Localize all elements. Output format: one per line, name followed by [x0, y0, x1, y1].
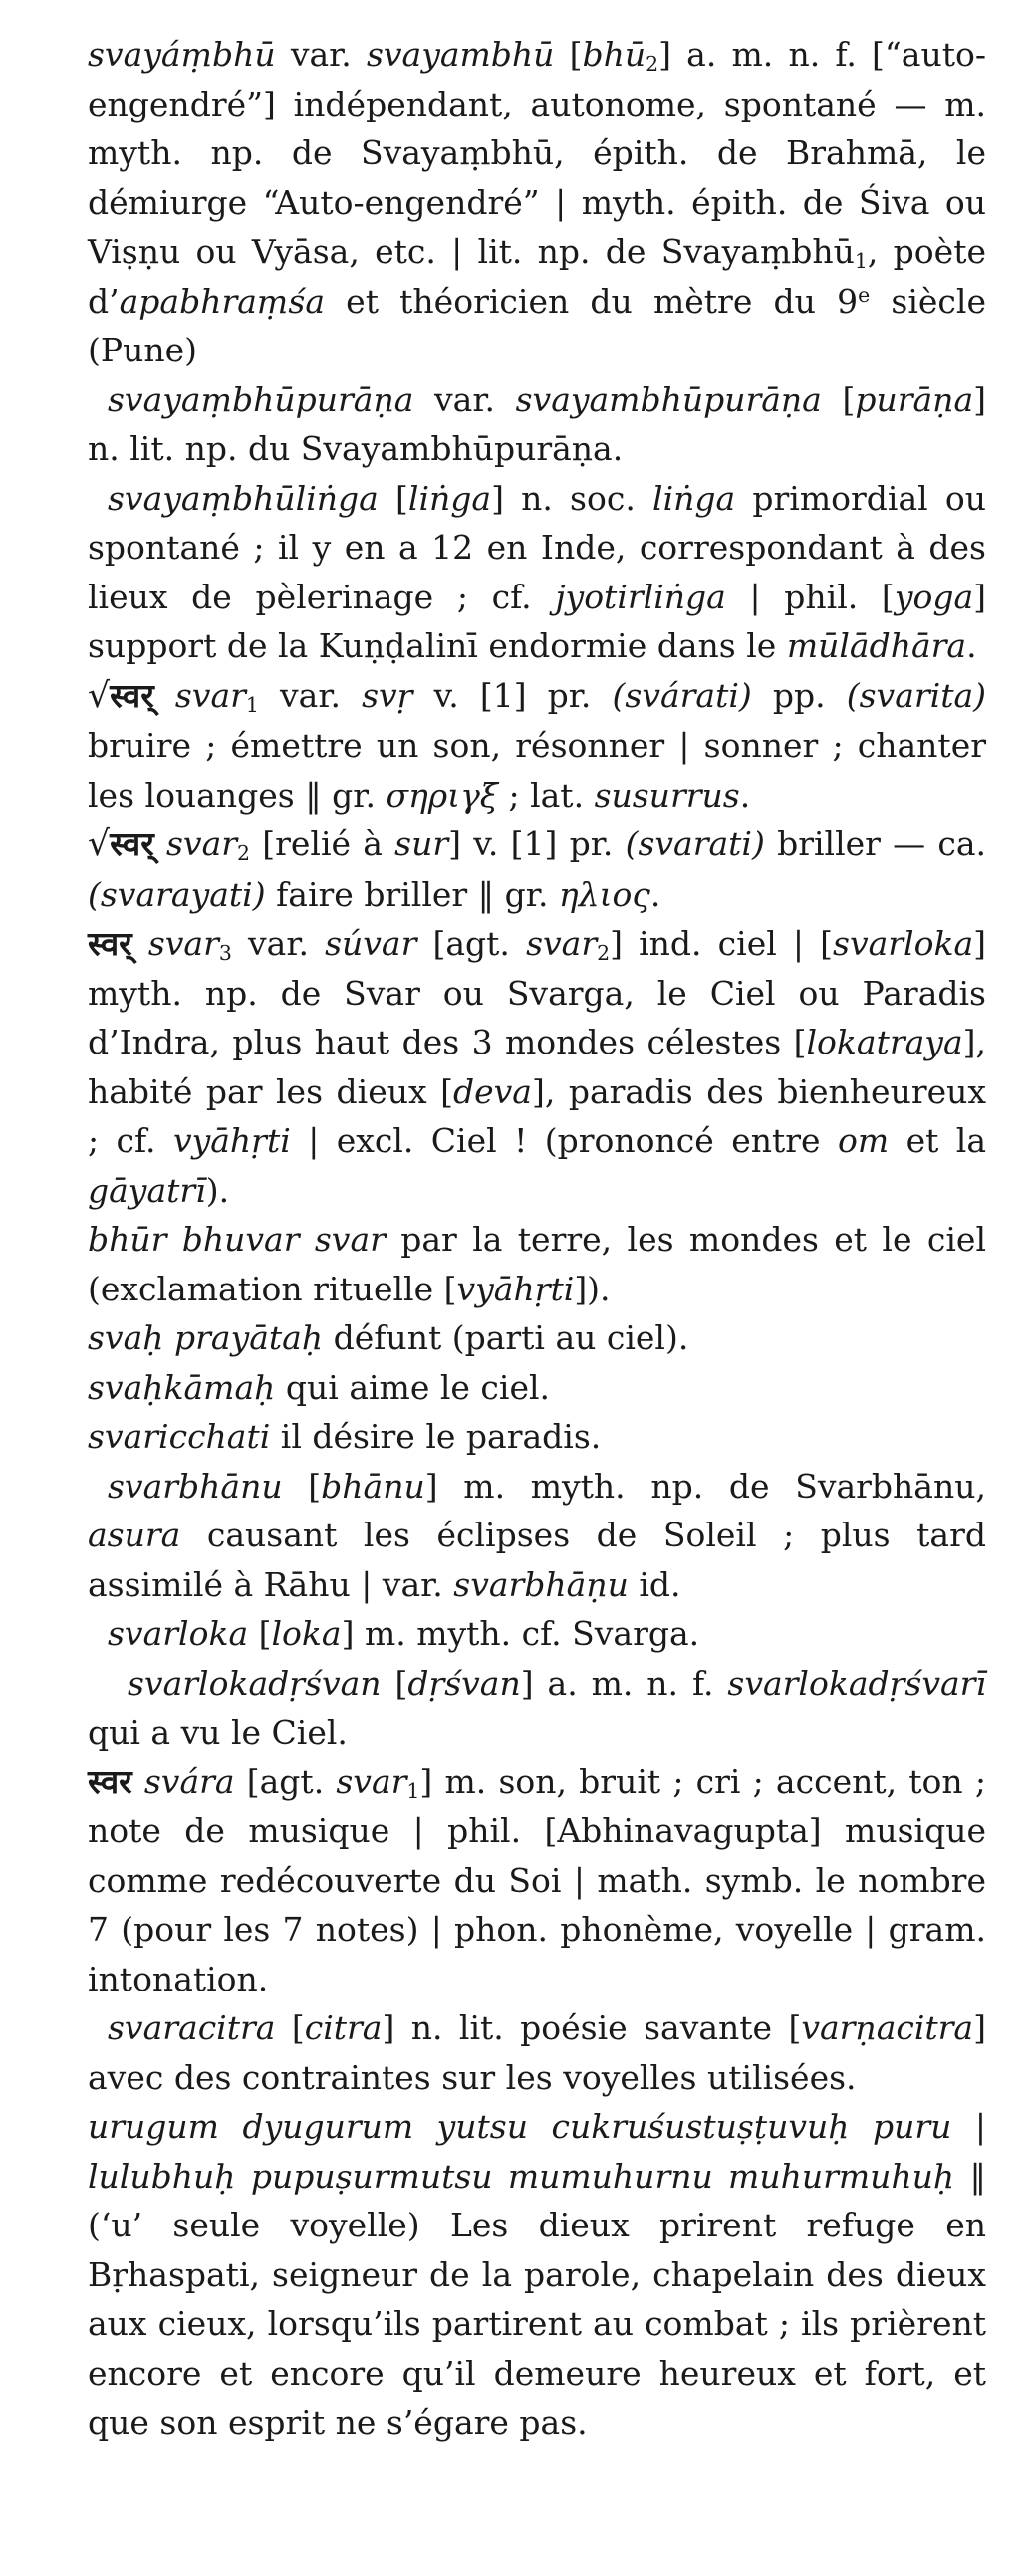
entry-text: ] a. m. n. f.: [520, 1663, 728, 1703]
entry-text: [: [378, 478, 408, 518]
homonym-index: 1: [245, 692, 259, 717]
devanagari-headword: स्वर्: [110, 675, 154, 715]
entry-text: [: [248, 1614, 272, 1653]
italic-term: apabhraṃśa: [119, 281, 325, 321]
italic-term: svára: [143, 1761, 235, 1801]
entry-text: [132, 1762, 144, 1801]
entry-text: et théoricien du mètre du 9: [325, 281, 859, 321]
entry-text: .: [739, 775, 751, 815]
entry-text: id.: [628, 1564, 681, 1604]
italic-term: liṅga: [652, 478, 736, 518]
entry-text: , poète d’: [88, 232, 986, 321]
entry-text: | phil. [: [725, 577, 895, 616]
homonym-index: 1: [406, 1778, 420, 1803]
entry-text: il désire le paradis.: [270, 1417, 602, 1456]
example-sentence: [88, 1412, 986, 1462]
italic-term: varṇacitra: [801, 2008, 974, 2047]
entry-text: qui aime le ciel.: [275, 1367, 551, 1407]
devanagari-headword: स्वर्: [88, 924, 132, 963]
italic-term: svaracitra: [108, 2008, 276, 2047]
italic-term: svar: [165, 824, 238, 863]
entry-text: faire briller ‖ gr.: [265, 874, 559, 914]
dictionary-entry: [88, 1659, 986, 1757]
devanagari-headword: स्वर: [88, 1761, 132, 1801]
italic-term: svṛ: [362, 675, 413, 715]
italic-term: svaricchati: [88, 1417, 271, 1456]
entry-text: ] n. lit. poésie savante [: [382, 2008, 802, 2047]
entry-text: causant les éclipses de Soleil ; plus tard assimilé à Rāhu | var.: [88, 1516, 986, 1604]
entry-text: ], habité par les dieux [: [88, 1023, 986, 1111]
italic-term: citra: [304, 2008, 383, 2047]
entry-text: var.: [258, 675, 363, 715]
italic-term: deva: [452, 1071, 532, 1111]
entry-text: ] myth. np. de Svar ou Svarga, le Ciel ou Paradis d’Indra, plus haut des 3 mondes célestes [: [88, 924, 987, 1061]
entry-text: défunt (parti au ciel).: [323, 1318, 689, 1357]
italic-term: súvar: [325, 924, 417, 963]
italic-term: σηριγξ: [386, 775, 498, 815]
italic-term: urugum dyugurum yutsu cukruśustuṣṭuvuḥ puru | lulubhuḥ pupuṣurmutsu mumuhurnu muhurmuhuḥ: [88, 2107, 986, 2196]
entry-text: v. [1] pr.: [412, 675, 613, 715]
entry-text: bruire ; émettre un son, résonner | sonner ; chanter les louanges ‖ gr.: [88, 726, 986, 815]
entry-text: briller — ca.: [764, 824, 987, 863]
italic-term: svarlokadṛśvarī: [727, 1663, 986, 1703]
italic-term: sur: [394, 824, 449, 863]
example-sentence: [88, 2102, 986, 2448]
entry-text: ] n. soc.: [491, 478, 653, 518]
entry-text: [agt.: [234, 1761, 337, 1801]
italic-term: svaḥkāmaḥ: [88, 1367, 276, 1407]
dictionary-entry: [88, 2003, 986, 2102]
italic-term: loka: [271, 1614, 342, 1653]
entry-text: primordial ou spontané ; il y en a 12 en Inde, correspondant à des lieux de pèlerinage ; cf.: [88, 478, 986, 616]
entry-text: qui a vu le Ciel.: [88, 1713, 348, 1752]
italic-term: gāyatrī: [88, 1170, 206, 1210]
italic-term: mūlādhāra: [786, 626, 967, 665]
italic-term: asura: [88, 1516, 181, 1554]
italic-term: susurrus: [594, 775, 740, 815]
italic-term: svar: [174, 675, 246, 715]
italic-term: dṛśvan: [407, 1663, 521, 1703]
entry-text: [154, 824, 166, 863]
italic-term: svayáṃbhū: [88, 35, 276, 74]
entry-text: ] avec des contraintes sur les voyelles utilisées.: [88, 2008, 986, 2097]
entry-text: ] m. myth. cf. Svarga.: [341, 1614, 700, 1653]
italic-term: svarloka: [833, 924, 974, 963]
italic-term: jyotirliṅga: [555, 577, 726, 616]
entry-text: siècle (Pune): [88, 281, 986, 369]
dictionary-entry: [88, 1609, 986, 1659]
devanagari-headword: स्वर्: [110, 824, 154, 863]
entry-text: [: [381, 1663, 408, 1703]
entry-text: [: [821, 379, 856, 419]
italic-term: bhūr bhuvar svar: [88, 1220, 386, 1259]
italic-term: svarbhānu: [108, 1466, 283, 1506]
root-sign-icon: √: [88, 824, 111, 864]
dictionary-entry: [88, 1462, 986, 1610]
italic-term: svayaṃbhūpurāṇa: [108, 379, 414, 419]
entry-text: .: [649, 874, 661, 914]
entry-text: ).: [205, 1170, 230, 1210]
superscript: e: [858, 282, 871, 307]
entry-text: var.: [231, 924, 326, 963]
entry-text: par la terre, les mondes et le ciel (exclamation rituelle [: [88, 1220, 986, 1308]
italic-term: svayaṃbhūliṅga: [108, 478, 379, 518]
example-sentence: [88, 1215, 986, 1313]
italic-term: svar: [147, 924, 219, 963]
dictionary-entry: [88, 30, 986, 375]
entry-text: [relié à: [250, 824, 395, 863]
dictionary-entry: [88, 820, 986, 919]
dictionary-entry: [88, 474, 986, 671]
italic-term: svarlokadṛśvan: [128, 1663, 382, 1703]
entry-text: [154, 676, 175, 715]
italic-term: vyāhṛti: [172, 1121, 291, 1160]
entry-text: | excl. Ciel ! (prononcé entre: [290, 1121, 838, 1160]
italic-term: bhānu: [321, 1466, 425, 1506]
homonym-index: 2: [646, 52, 659, 77]
italic-term: svayambhūpurāṇa: [515, 379, 822, 419]
root-sign-icon: √: [88, 675, 111, 716]
entry-text: ] n. lit. np. du Svayambhūpurāṇa.: [88, 379, 986, 468]
entry-text: [agt.: [416, 924, 527, 963]
dictionary-page: [88, 30, 986, 2448]
entry-text: ‖ (‘u’ seule voyelle) Les dieux prirent refuge en Bṛhaspati, seigneur de la parole, chapelain des dieux aux cieux, lorsqu’ils partirent au combat ; ils prièrent encore et encore qu’il demeure heureux et fort, et que son esprit ne s’égare pas.: [88, 2156, 986, 2442]
entry-text: ] ind. ciel | [: [610, 924, 834, 963]
italic-term: lokatraya: [806, 1023, 963, 1061]
entry-text: ] m. myth. np. de Svarbhānu,: [424, 1466, 986, 1506]
dictionary-entry: [88, 919, 986, 1215]
entry-text: pp.: [751, 675, 847, 715]
entry-text: ] a. m. n. f. [“auto-engendré”] indépendant, autonome, spontané — m. myth. np. de Svayaṃbhū, épith. de Brahmā, le démiurge “Auto-engendré” | myth. épith. de Śiva ou Viṣṇu ou Vyāsa, etc. | lit. np. de Svayaṃbhū: [88, 35, 986, 271]
italic-term: (svarati): [625, 824, 765, 863]
entry-text: ] m. son, bruit ; cri ; accent, ton ; note de musique | phil. [Abhinavagupta] musique comme redécouverte du Soi | math. symb. le nombre 7 (pour les 7 notes) | phon. phonème, voyelle | gram. intonation.: [88, 1761, 986, 1998]
italic-term: om: [837, 1121, 890, 1160]
italic-term: svarbhāṇu: [453, 1564, 629, 1604]
italic-term: ηλιος: [558, 874, 650, 914]
example-sentence: [88, 1313, 986, 1363]
italic-term: svarloka: [108, 1614, 249, 1653]
entry-text: ; lat.: [497, 775, 595, 815]
entry-text: et la: [889, 1121, 987, 1160]
italic-term: svar: [526, 924, 598, 963]
italic-term: svar: [336, 1761, 407, 1801]
entry-text: [: [275, 2008, 305, 2047]
entry-text: ], paradis des bienheureux ; cf.: [88, 1071, 986, 1160]
italic-term: bhū: [582, 35, 646, 74]
homonym-index: 3: [218, 941, 232, 966]
entry-text: ] v. [1] pr.: [448, 824, 626, 863]
italic-term: (svarita): [846, 675, 987, 715]
homonym-index: 2: [237, 841, 251, 866]
italic-term: svaḥ prayātaḥ: [88, 1318, 324, 1357]
italic-term: liṅga: [407, 478, 492, 518]
entry-text: [132, 924, 148, 963]
entry-text: [: [282, 1466, 322, 1506]
entry-text: ] support de la Kuṇḍalinī endormie dans le: [88, 577, 986, 665]
homonym-index: 1: [854, 249, 868, 274]
italic-term: purāṇa: [855, 379, 974, 419]
example-sentence: [88, 1363, 986, 1413]
dictionary-entry: [88, 671, 986, 820]
italic-term: (svárati): [612, 675, 752, 715]
dictionary-entry: [88, 375, 986, 474]
homonym-index: 2: [597, 941, 611, 966]
dictionary-entry: [88, 1757, 986, 2004]
italic-term: yoga: [894, 577, 974, 616]
entry-text: var.: [275, 35, 367, 74]
entry-text: ]).: [574, 1269, 611, 1308]
italic-term: (svarayati): [88, 874, 266, 914]
entry-text: .: [966, 626, 977, 665]
entry-text: [: [554, 35, 583, 74]
italic-term: svayambhū: [366, 35, 555, 74]
entry-text: var.: [413, 379, 516, 419]
italic-term: vyāhṛti: [456, 1269, 575, 1308]
